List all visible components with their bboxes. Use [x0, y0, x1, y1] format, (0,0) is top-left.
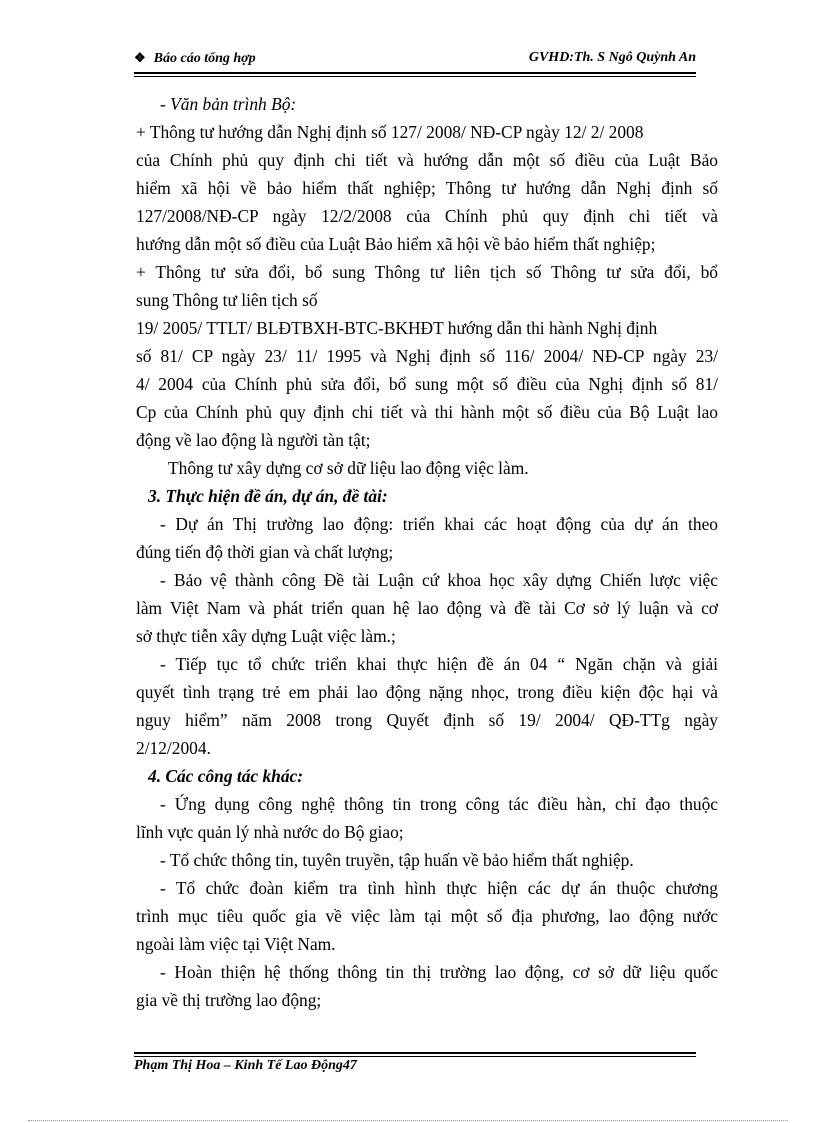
body-line: nguy hiểm” năm 2008 trong Quyết định số 19/ 2004/ QĐ-TTg ngày [136, 710, 718, 730]
body-line: - Tổ chức thông tin, tuyên truyền, tập huấn về bảo hiểm thất nghiệp. [160, 850, 634, 870]
body-line: gia về thị trường lao động; [136, 990, 322, 1010]
body-line: - Tiếp tục tổ chức triển khai thực hiện đề án 04 “ Ngăn chặn và giải [160, 654, 718, 674]
section-heading-3: 3. Thực hiện đề án, dự án, đề tài: [148, 486, 388, 506]
body-line: + Thông tư sửa đổi, bổ sung Thông tư liên tịch số Thông tư sửa đổi, bổ [136, 262, 718, 282]
document-body [136, 90, 718, 1014]
header-title: Báo cáo tổng hợp [153, 51, 256, 66]
body-line: - Bảo vệ thành công Đề tài Luận cứ khoa học xây dựng Chiến lược việc [160, 570, 718, 590]
body-line: - Ứng dụng công nghệ thông tin trong công tác điều hàn, chỉ đạo thuộc [160, 794, 718, 814]
four-diamond-bullet-icon: ❖ [134, 50, 146, 65]
body-line: - Dự án Thị trường lao động: triển khai các hoạt động của dự án theo [160, 514, 718, 534]
body-line: hiểm xã hội về bảo hiểm thất nghiệp; Thông tư hướng dẫn Nghị định số [136, 178, 718, 198]
body-line: ngoài làm việc tại Việt Nam. [136, 934, 336, 954]
footer-rule-thick [134, 1052, 696, 1054]
header-rule-thick [134, 72, 696, 74]
section-heading-4: 4. Các công tác khác: [148, 766, 304, 786]
body-line: số 81/ CP ngày 23/ 11/ 1995 và Nghị định số 116/ 2004/ NĐ-CP ngày 23/ [136, 346, 718, 366]
header-left [134, 50, 256, 67]
body-line: sung Thông tư liên tịch số [136, 290, 318, 310]
body-line: làm Việt Nam và phát triển quan hệ lao động và đề tài Cơ sở lý luận và cơ [136, 598, 718, 618]
body-line: - Văn bản trình Bộ: [160, 94, 297, 114]
body-line: - Hoàn thiện hệ thống thông tin thị trường lao động, cơ sở dữ liệu quốc [160, 962, 718, 982]
body-line: 19/ 2005/ TTLT/ BLĐTBXH-BTC-BKHĐT hướng dẫn thi hành Nghị định [136, 318, 658, 338]
body-line: 127/2008/NĐ-CP ngày 12/2/2008 của Chính phủ quy định chi tiết và [136, 206, 718, 226]
header-rule-thin [134, 76, 696, 77]
body-line: lĩnh vực quản lý nhà nước do Bộ giao; [136, 822, 404, 842]
header-supervisor: GVHD:Th. S Ngô Quỳnh An [528, 50, 696, 65]
body-line: Thông tư xây dựng cơ sở dữ liệu lao động việc làm. [168, 458, 529, 478]
body-line: - Tổ chức đoàn kiểm tra tình hình thực hiện các dự án thuộc chương [160, 878, 718, 898]
page-footer: Phạm Thị Hoa – Kinh Tế Lao Động47 [134, 1058, 357, 1073]
body-line: 2/12/2004. [136, 738, 211, 758]
body-line: + Thông tư hướng dẫn Nghị định số 127/ 2008/ NĐ-CP ngày 12/ 2/ 2008 [136, 122, 644, 142]
page-bottom-dotted-border [28, 1120, 788, 1121]
body-line: 4/ 2004 của Chính phủ sửa đổi, bổ sung một số điều của Nghị định số 81/ [136, 374, 718, 394]
body-line: của Chính phủ quy định chi tiết và hướng dẫn một số điều của Luật Bảo [136, 150, 718, 170]
footer-rule-thin [134, 1056, 696, 1057]
body-line: hướng dẫn một số điều của Luật Bảo hiểm xã hội về bảo hiểm thất nghiệp; [136, 234, 656, 254]
body-line: Cp của Chính phủ quy định chi tiết và thi hành một số điều của Bộ Luật lao [136, 402, 718, 422]
body-line: trình mục tiêu quốc gia về việc làm tại một số địa phương, lao động nước [136, 906, 718, 926]
page-header [134, 46, 696, 72]
body-line: động về lao động là người tàn tật; [136, 430, 371, 450]
body-line: quyết tình trạng trẻ em phải lao động nặng nhọc, trong điều kiện độc hại và [136, 682, 718, 702]
body-line: sở thực tiễn xây dựng Luật việc làm.; [136, 626, 396, 646]
body-line: đúng tiến độ thời gian và chất lượng; [136, 542, 394, 562]
